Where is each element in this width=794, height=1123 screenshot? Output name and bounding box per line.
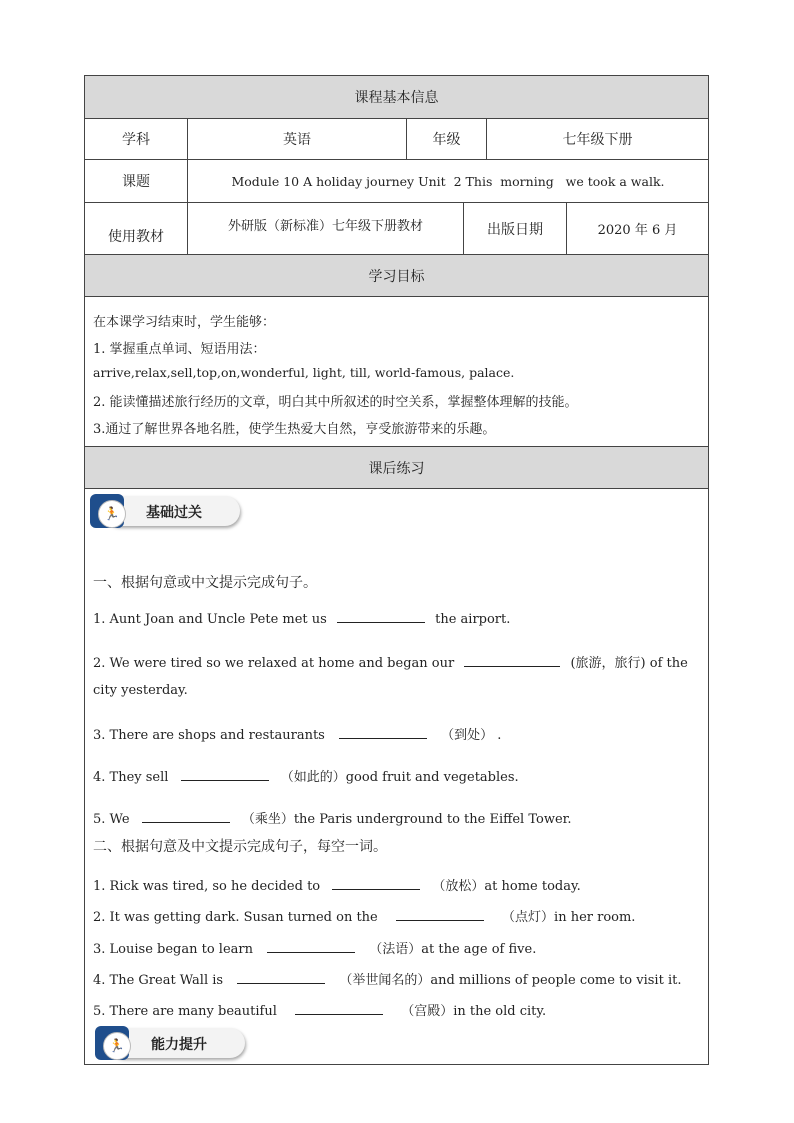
objective-line: 在本课学习结束时，学生能够： [93, 315, 276, 330]
exercise-item-continued: city yesterday. [93, 683, 188, 698]
exercise-item: 3. Louise began to learn （法语）at the age of five. [93, 942, 537, 957]
objective-line: 2. 能读懂描述旅行经历的文章，明白其中所叙述的时空关系，掌握整体理解的技能。 [93, 395, 578, 410]
exercise-item: 5. We （乘坐）the Paris underground to the Eiffel Tower. [93, 812, 572, 827]
answer-blank[interactable] [337, 610, 425, 623]
exercise-item: 2. We were tired so we relaxed at home and began our (旅游，旅行) of the [93, 656, 688, 671]
objectives-body [85, 297, 708, 447]
badge-basic [90, 494, 240, 528]
subject-row [85, 119, 708, 160]
exercise-item: 4. They sell （如此的）good fruit and vegetables. [93, 770, 519, 785]
exercise-item: 3. There are shops and restaurants （到处） . [93, 728, 502, 743]
topic-value: Module 10 A holiday journey Unit 2 This morning we took a walk. [231, 173, 665, 189]
answer-blank[interactable] [267, 940, 355, 953]
course-info-title: 课程基本信息 [354, 90, 439, 106]
topic-row [85, 160, 708, 203]
objective-line: 3.通过了解世界各地名胜，使学生热爱大自然，亨受旅游带来的乐趣。 [93, 422, 496, 437]
objective-line: arrive,relax,sell,top,on,wonderful, light, till, world-famous, palace. [93, 365, 515, 380]
section1-title: 一、根据句意或中文提示完成句子。 [93, 575, 317, 591]
answer-blank[interactable] [396, 908, 484, 921]
objective-line: 1. 掌握重点单词、短语用法： [93, 342, 266, 357]
answer-blank[interactable] [339, 726, 427, 739]
badge-basic-label: 基础过关 [146, 505, 202, 521]
subject-label: 学科 [85, 119, 188, 159]
answer-blank[interactable] [237, 971, 325, 984]
textbook-row [85, 203, 708, 255]
lesson-sheet [84, 75, 709, 1065]
course-info-header [85, 76, 708, 119]
exercise-item: 5. There are many beautiful （宫殿）in the old city. [93, 1004, 547, 1019]
answer-blank[interactable] [142, 810, 230, 823]
badge-advanced-label: 能力提升 [151, 1037, 207, 1053]
topic-label: 课题 [85, 160, 188, 202]
answer-blank[interactable] [181, 768, 269, 781]
practice-header [85, 447, 708, 489]
badge-advanced [95, 1026, 245, 1060]
objectives-header [85, 255, 708, 297]
practice-body [85, 489, 708, 1064]
runner-icon: 🏃 [98, 500, 126, 528]
textbook-label: 使用教材 [85, 203, 188, 254]
grade-label: 年级 [407, 119, 487, 159]
section2-title: 二、根据句意及中文提示完成句子，每空一词。 [93, 839, 387, 855]
exercise-item: 1. Rick was tired, so he decided to （放松）at home today. [93, 879, 581, 894]
practice-title: 课后练习 [368, 460, 425, 477]
objectives-title: 学习目标 [368, 268, 425, 285]
exercise-item: 2. It was getting dark. Susan turned on the （点灯）in her room. [93, 910, 636, 925]
runner-icon: 🏃 [103, 1032, 131, 1060]
answer-blank[interactable] [295, 1002, 383, 1015]
exercise-item: 1. Aunt Joan and Uncle Pete met us the airport. [93, 612, 511, 627]
grade-value: 七年级下册 [562, 132, 633, 148]
exercise-item: 4. The Great Wall is （举世闻名的）and millions of people come to visit it. [93, 973, 682, 988]
textbook-value: 外研版（新标准）七年级下册教材 [188, 203, 464, 254]
answer-blank[interactable] [332, 877, 420, 890]
subject-value: 英语 [188, 119, 407, 159]
answer-blank[interactable] [464, 654, 560, 667]
date-value: 2020 年 6 月 [597, 223, 678, 238]
date-label: 出版日期 [464, 203, 567, 254]
